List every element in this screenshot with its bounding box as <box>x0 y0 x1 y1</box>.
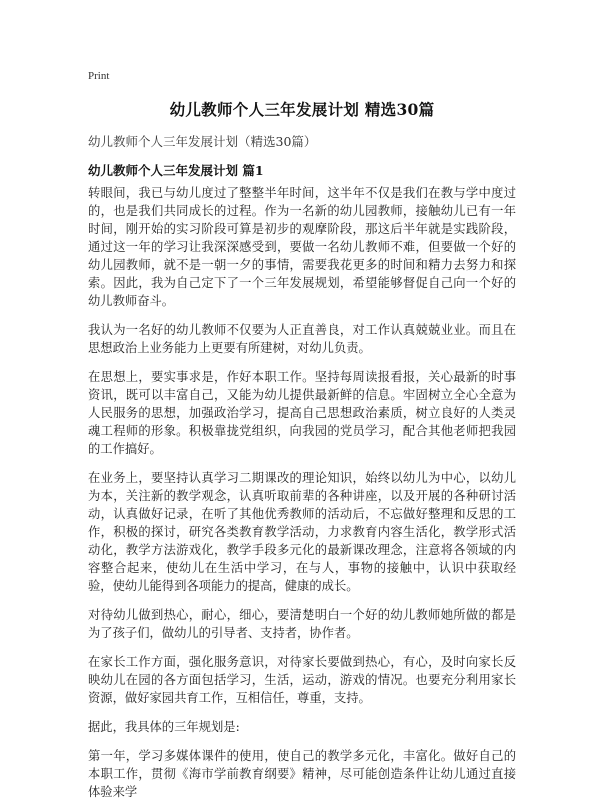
paragraph: 据此，我具体的三年规划是: <box>88 720 240 734</box>
paragraph: 转眼间，我已与幼儿度过了整整半年时间，这半年不仅是我们在教与学中度过的，也是我们共同成长的过程。作为一名新的幼儿园教师，接触幼儿已有一年时间，刚开始的实习阶段可算是初步的观摩阶段，那这后半年就是实践阶段，通过这一年的学习让我深深感受到，要做一名幼儿教师不难，但要做一个好的幼儿园教师，就不是一朝一夕的事情，需要我花更多的时间和精力去努力和探索。因此，我为自己定下了一个三年发展规划，希望能够督促自己向一个好的幼儿教师奋斗。 <box>88 186 516 308</box>
document-subtitle: 幼儿教师个人三年发展计划（精选30篇） <box>88 134 317 149</box>
print-label[interactable]: Print <box>88 70 110 82</box>
paragraph: 在思想上，要实事求是，作好本职工作。坚持每周读报看报，关心最新的时事资讯，既可以丰富自己，又能为幼儿提供最新鲜的信息。牢固树立全心全意为人民服务的思想，加强政治学习，提高自己思想政治素质，树立良好的人类灵魂工程师的形象。积极靠拢党组织，向我园的党员学习，配合其他老师把我园的工作搞好。 <box>88 370 516 456</box>
paragraph: 对待幼儿做到热心，耐心，细心，要清楚明白一个好的幼儿教师她所做的都是为了孩子们，做幼儿的引导者、支持者，协作者。 <box>88 608 516 640</box>
paragraph: 我认为一名好的幼儿教师不仅要为人正直善良，对工作认真兢兢业业。而且在思想政治上业务能力上更要有所建树，对幼儿负责。 <box>88 323 516 355</box>
section-heading: 幼儿教师个人三年发展计划 篇1 <box>88 163 264 178</box>
document-body <box>88 184 516 812</box>
paragraph: 在业务上，要坚持认真学习二期课改的理论知识，始终以幼儿为中心，以幼儿为本，关注新的教学观念，认真听取前辈的各种讲座，以及开展的各种研讨活动，认真做好记录，在听了其他优秀教师的活动后，不忘做好整理和反思的工作，积极的探讨，研究各类教育教学活动，力求教育内容生活化，教学形式活动化，教学方法游戏化，教学手段多元化的最新课改理念，注意将各领域的内容整合起来，使幼儿在生活中学习，在与人，事物的接触中，认识中获取经验，使幼儿能得到各项能力的提高，健康的成长。 <box>88 471 516 593</box>
paragraph: 在家长工作方面，强化服务意识，对待家长要做到热心，有心，及时向家长反映幼儿在园的各方面包括学习，生活，运动，游戏的情况。也要充分利用家长资源，做好家园共育工作，互相信任，尊重，支持。 <box>88 655 516 705</box>
document-title: 幼儿教师个人三年发展计划 精选30篇 <box>169 100 435 119</box>
paragraph: 第一年，学习多媒体课件的使用，使自己的教学多元化，丰富化。做好自己的本职工作，贯彻《海市学前教育纲要》精神，尽可能创造条件让幼儿通过直接体验来学 <box>88 749 516 799</box>
